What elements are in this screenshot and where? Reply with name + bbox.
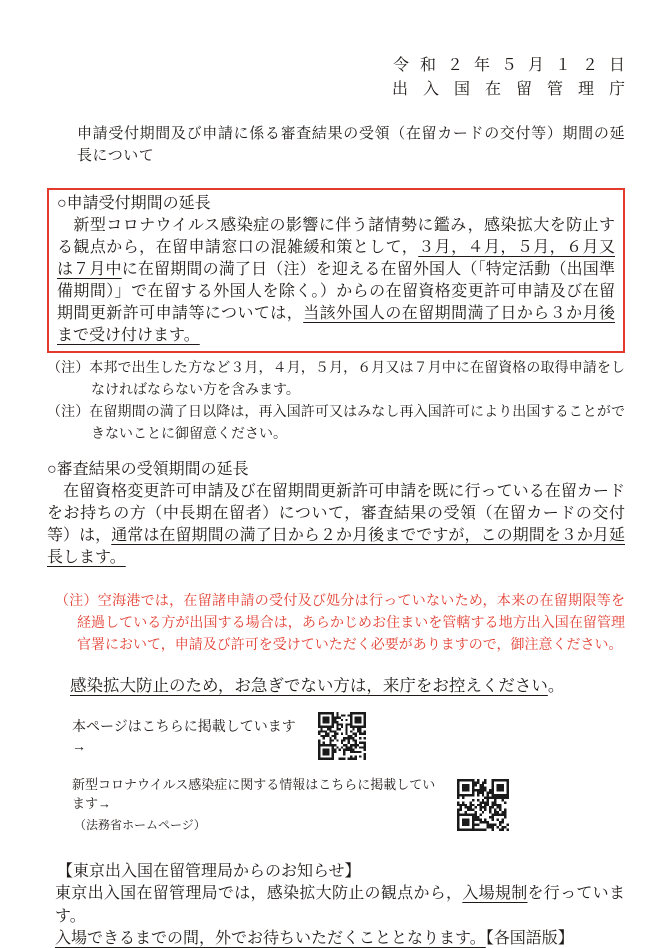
notes <box>47 356 625 444</box>
note-2: （注）在留期間の満了日以降は，再入国許可又はみなし再入国許可により出国することができないことに御留意ください。 <box>47 403 625 441</box>
section-2-heading: ○審査結果の受領期間の延長 <box>47 461 249 478</box>
tokyo-notice <box>47 860 625 948</box>
qr-section-2 <box>72 775 625 834</box>
text-run: 新型コロナウイルス感染症の影響に伴う諸情勢に鑑み，感染拡大を防止する観点から，在留申請窓口の混雑緩和策として， <box>57 217 615 256</box>
issuing-agency: 出入国在留管理庁 <box>391 81 640 98</box>
text-run: 東京出入国在留管理局では，感染拡大防止の観点から， <box>55 885 463 902</box>
text-run: 。 <box>547 677 565 695</box>
qr-sub-label: （法務省ホームページ） <box>74 818 206 832</box>
underlined-text: 通常は在留期間の満了日から２か月後までですが，この期間を３か月延長します。 <box>47 527 625 566</box>
bottom-heading: 【東京出入国在留管理局からのお知らせ】 <box>57 863 361 880</box>
notice-box <box>47 188 625 353</box>
bottom-line-2 <box>55 928 625 948</box>
bottom-line-1 <box>55 883 625 928</box>
qr-code-icon-1 <box>318 712 366 760</box>
text-run: を行っています。 <box>55 885 625 925</box>
underlined-text: 当該外国人の在留期間満了日から３か月後まで受け付けます。 <box>57 305 615 344</box>
doc-title: 申請受付期間及び申請に係る審査結果の受領（在留カードの交付等）期間の延長について <box>77 125 625 164</box>
qr-label-2: 新型コロナウイルス感染症に関する情報はこちらに掲載しています→ <box>72 777 436 811</box>
qr-code-icon-2 <box>457 779 509 831</box>
qr-label-1: 本ページはこちらに掲載しています→ <box>72 718 296 754</box>
section-2 <box>47 459 625 569</box>
text-run: に在留期間の満了日（注）を迎える在留外国人（「特定活動（出国準備期間）」で在留する外国人を除く。）からの在留資格変更許可申請及び在留期間更新許可申請等については， <box>57 261 615 322</box>
text-run: 【各国語版】 <box>485 930 574 947</box>
slogan <box>70 675 625 698</box>
underlined-text: 入場できるまでの間，外でお待ちいただくこととなります。 <box>55 930 486 947</box>
red-note: （注）空海港では，在留諸申請の受付及び処分は行っていないため，本来の在留期限等を経過している方が出国する場合は，あらかじめお住まいを管轄する地方出入国在留管理官署において，申請及び許可を受けていただく必要がありますので，御注意ください。 <box>55 592 625 652</box>
section-1-heading: ○申請受付期間の延長 <box>57 195 211 212</box>
section-2-paragraph <box>47 481 625 569</box>
qr-section-1 <box>72 712 625 760</box>
underlined-text: 入場規制 <box>462 885 528 902</box>
note-1: （注）本邦で出生した方など３月，４月，５月，６月又は７月中に在留資格の取得申請をしなければならない方を含みます。 <box>47 359 625 397</box>
underlined-text: ３月，４月，５月，６月又は７月中 <box>57 239 615 278</box>
section-1-paragraph <box>57 215 615 347</box>
text-run: 在留資格変更許可申請及び在留期間更新許可申請を既に行っている在留カードをお持ちの方（中長期在留者）について，審査結果の受領（在留カードの交付等）は， <box>47 483 625 544</box>
qr-label-group <box>72 775 447 834</box>
underlined-text: 感染拡大防止のため，お急ぎでない方は，来庁をお控えください <box>70 677 548 695</box>
issue-date: 令和２年５月１２日 <box>392 57 636 74</box>
